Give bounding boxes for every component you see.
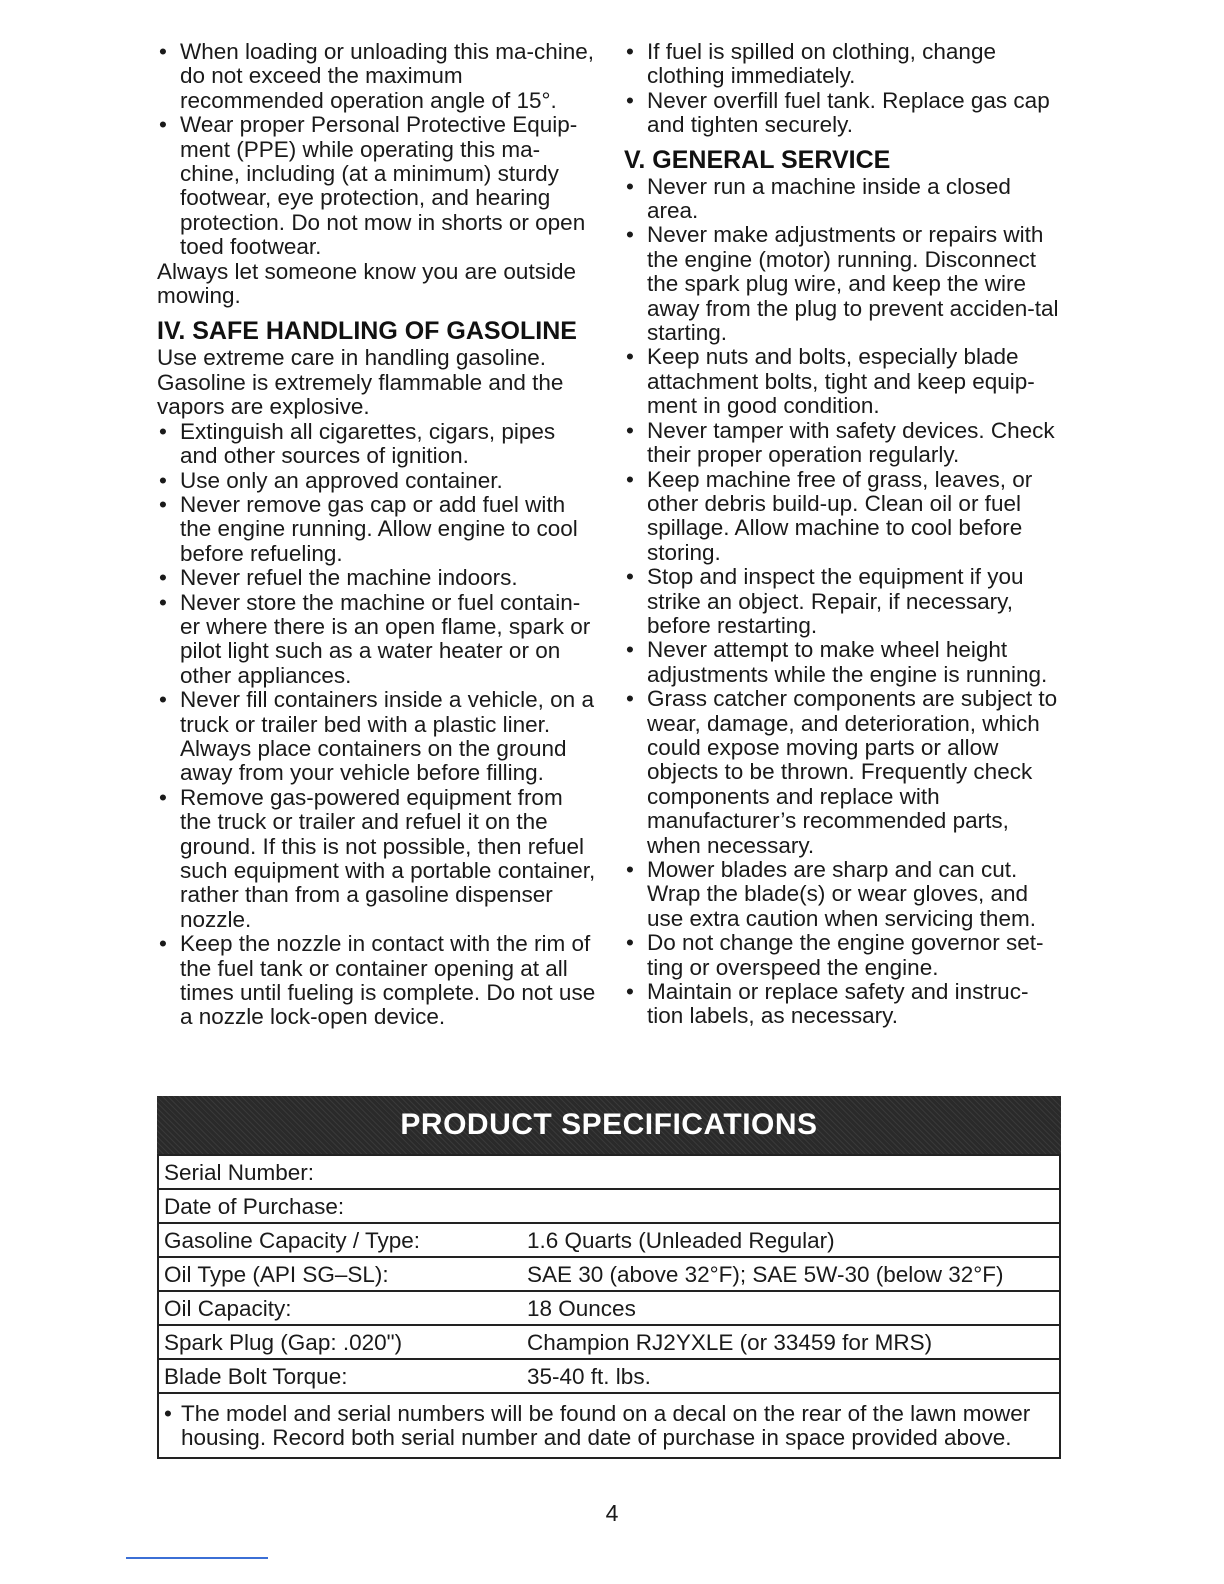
serial-number-note bbox=[159, 1392, 1059, 1457]
right-column bbox=[624, 40, 1064, 1029]
list-item: • Wear proper Personal Protective Equip-ment (PPE) while operating this ma-chine, including (at a minimum) sturdy footwear, eye protection, and hearing protection. Do not mow in shorts or open toed footwear. bbox=[157, 113, 597, 259]
spec-value bbox=[522, 1155, 1059, 1189]
table-row bbox=[159, 1189, 1059, 1223]
list-item: • Never store the machine or fuel contain-er where there is an open flame, spark or pilot light such as a water heater or on other appliances. bbox=[157, 591, 597, 689]
table-row bbox=[159, 1257, 1059, 1291]
list-item: • Never fill containers inside a vehicle, on a truck or trailer bed with a plastic liner. Always place containers on the ground away from your vehicle before filling. bbox=[157, 688, 597, 786]
spec-value: SAE 30 (above 32°F); SAE 5W-30 (below 32°F) bbox=[522, 1257, 1059, 1291]
list-item: • Keep machine free of grass, leaves, or other debris build-up. Clean oil or fuel spillage. Allow machine to cool before storing. bbox=[624, 468, 1064, 566]
list-item: • Grass catcher components are subject to wear, damage, and deterioration, which could expose moving parts or allow objects to be thrown. Frequently check components and replace with manufacturer’s recommended parts, when necessary. bbox=[624, 687, 1064, 858]
list-item: • Use only an approved container. bbox=[157, 469, 597, 493]
table-row bbox=[159, 1325, 1059, 1359]
specifications-title: PRODUCT SPECIFICATIONS bbox=[157, 1096, 1061, 1154]
outside-mowing-note: Always let someone know you are outside mowing. bbox=[157, 258, 576, 309]
spec-label: Gasoline Capacity / Type: bbox=[159, 1223, 522, 1257]
list-item: • Never make adjustments or repairs with the engine (motor) running. Disconnect the spark plug wire, and keep the wire away from the plug to prevent acciden-tal starting. bbox=[624, 223, 1064, 345]
specifications-table bbox=[159, 1154, 1059, 1392]
list-item: • Never remove gas cap or add fuel with the engine running. Allow engine to cool before refueling. bbox=[157, 493, 597, 566]
footer-rule bbox=[126, 1557, 268, 1559]
section-heading-general-service: V. GENERAL SERVICE bbox=[624, 145, 891, 174]
list-item: • When loading or unloading this ma-chine, do not exceed the maximum recommended operation angle of 15°. bbox=[157, 40, 597, 113]
list-item: • Never attempt to make wheel height adjustments while the engine is running. bbox=[624, 638, 1064, 687]
spec-value: Champion RJ2YXLE (or 33459 for MRS) bbox=[522, 1325, 1059, 1359]
table-row bbox=[159, 1223, 1059, 1257]
list-item: • Stop and inspect the equipment if you strike an object. Repair, if necessary, before restarting. bbox=[624, 565, 1064, 638]
list-item: • Never run a machine inside a closed area. bbox=[624, 175, 1064, 224]
product-specifications-box bbox=[157, 1096, 1061, 1459]
spec-label: Oil Type (API SG–SL): bbox=[159, 1257, 522, 1291]
gasoline-bullet-list bbox=[157, 420, 597, 1030]
list-item: • If fuel is spilled on clothing, change clothing immediately. bbox=[624, 40, 1064, 89]
spec-value: 18 Ounces bbox=[522, 1291, 1059, 1325]
section-heading-gasoline: IV. SAFE HANDLING OF GASOLINE bbox=[157, 317, 577, 346]
list-item: • Mower blades are sharp and can cut. Wrap the blade(s) or wear gloves, and use extra caution when servicing them. bbox=[624, 858, 1064, 931]
spec-label: Serial Number: bbox=[159, 1155, 522, 1189]
left-column bbox=[157, 40, 597, 1030]
general-service-bullet-list bbox=[624, 175, 1064, 1029]
right-top-bullet-list bbox=[624, 40, 1064, 138]
page-number: 4 bbox=[605, 1500, 619, 1526]
list-item: • Keep nuts and bolts, especially blade attachment bolts, tight and keep equip-ment in good condition. bbox=[624, 345, 1064, 418]
spec-value: 35-40 ft. lbs. bbox=[522, 1359, 1059, 1392]
left-top-bullet-list bbox=[157, 40, 597, 260]
table-row bbox=[159, 1155, 1059, 1189]
spec-value bbox=[522, 1189, 1059, 1223]
spec-label: Date of Purchase: bbox=[159, 1189, 522, 1223]
list-item: • Never tamper with safety devices. Check their proper operation regularly. bbox=[624, 419, 1064, 468]
spec-label: Blade Bolt Torque: bbox=[159, 1359, 522, 1392]
list-item: • Maintain or replace safety and instruc-tion labels, as necessary. bbox=[624, 980, 1064, 1029]
list-item: • Never overfill fuel tank. Replace gas cap and tighten securely. bbox=[624, 89, 1064, 138]
gasoline-intro: Use extreme care in handling gasoline. Gasoline is extremely flammable and the vapors are explosive. bbox=[157, 345, 564, 420]
list-item: • Never refuel the machine indoors. bbox=[157, 566, 597, 590]
spec-label: Oil Capacity: bbox=[159, 1291, 522, 1325]
list-item: • Do not change the engine governor set-ting or overspeed the engine. bbox=[624, 931, 1064, 980]
note-text: • The model and serial numbers will be found on a decal on the rear of the lawn mower housing. Record both serial number and date of purchase in space provided above. bbox=[164, 1402, 1053, 1451]
list-item: • Remove gas-powered equipment from the truck or trailer and refuel it on the ground. If this is not possible, then refuel such equipment with a portable container, rather than from a gasoline dispenser nozzle. bbox=[157, 786, 597, 932]
list-item: • Extinguish all cigarettes, cigars, pipes and other sources of ignition. bbox=[157, 420, 597, 469]
spec-label: Spark Plug (Gap: .020") bbox=[159, 1325, 522, 1359]
list-item: • Keep the nozzle in contact with the rim of the fuel tank or container opening at all times until fueling is complete. Do not use a nozzle lock-open device. bbox=[157, 932, 597, 1030]
table-row bbox=[159, 1291, 1059, 1325]
table-row bbox=[159, 1359, 1059, 1392]
spec-value: 1.6 Quarts (Unleaded Regular) bbox=[522, 1223, 1059, 1257]
